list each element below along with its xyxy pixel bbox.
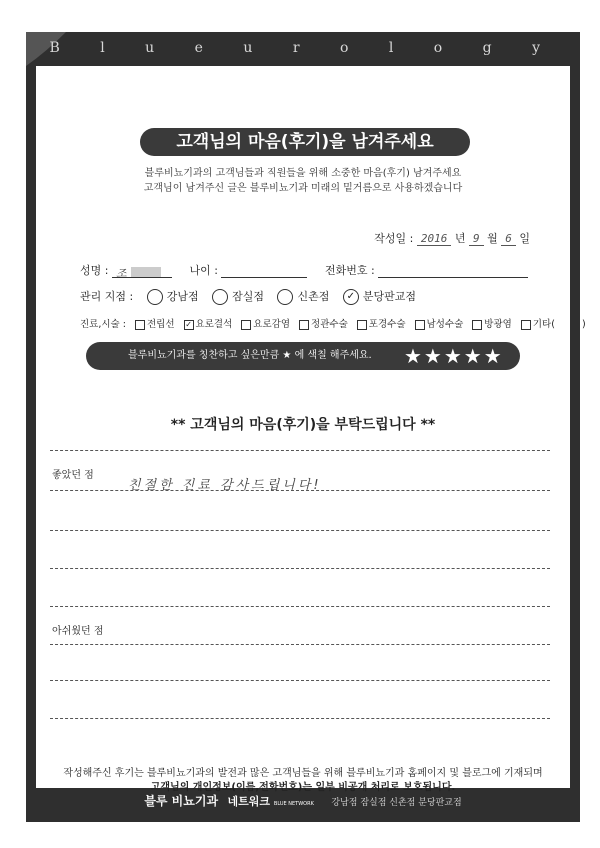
form-frame: [26, 32, 586, 822]
branch-radio-gangnam[interactable]: [147, 289, 163, 305]
rating-bar: [86, 342, 520, 370]
treatment-option-label: 요로결석: [195, 319, 233, 330]
treatment-checkbox[interactable]: [135, 320, 145, 330]
treatment-option-label: 남성수술: [426, 319, 464, 330]
network-sub: BLUE NETWORK: [273, 801, 314, 807]
treatment-option-label: 포경수술: [368, 319, 406, 330]
branch-row: [80, 288, 416, 305]
clinic-name: 블루 비뇨기과: [144, 794, 219, 808]
date-month-unit: 월: [487, 232, 498, 245]
dashed-divider: [50, 680, 550, 681]
dashed-divider: [50, 644, 550, 645]
dashed-divider: [50, 490, 550, 491]
branch-option-label: 분당판교점: [362, 290, 417, 303]
dashed-divider: [50, 718, 550, 719]
treatment-other-close: ): [581, 319, 586, 330]
form-subtitle-2: 고객님이 남겨주신 글은 블루비뇨기과 미래의 밑거름으로 사용하겠습니다: [143, 183, 463, 194]
treatment-label: 진료,시술 :: [80, 319, 126, 330]
rating-prompt: 블루비뇨기과를 칭찬하고 싶은만큼 ★ 에 색칠 해주세요.: [128, 350, 372, 361]
redacted-block: [131, 267, 161, 277]
bad-points-label: 아쉬웠던 점: [52, 626, 104, 637]
good-points-text[interactable]: 친절한 진료 감사드립니다!: [128, 478, 322, 493]
date-year-unit: 년: [454, 232, 466, 245]
star-rating-icons[interactable]: ★★★★★: [404, 344, 504, 368]
branch-radio-sinchon[interactable]: [277, 289, 293, 305]
dashed-divider: [50, 606, 550, 607]
treatment-checkbox[interactable]: [357, 320, 367, 330]
treatment-option-label: 방광염: [484, 319, 512, 330]
branch-list: 강남점 잠실점 신촌점 분당판교점: [331, 798, 462, 808]
personal-info-row: [80, 262, 528, 278]
phone-label: 전화번호 :: [324, 264, 375, 277]
treatment-option-label: 기타(: [532, 319, 555, 330]
treatment-row: [80, 316, 586, 330]
form-sheet: [36, 66, 586, 793]
branch-radio-jamsil[interactable]: [212, 289, 228, 305]
date-row: [374, 230, 530, 246]
branch-radio-bundang-checked[interactable]: ✓: [343, 289, 359, 305]
form-title: 고객님의 마음(후기)을 남겨주세요: [140, 128, 470, 156]
treatment-checkbox[interactable]: [415, 320, 425, 330]
branch-option-label: 잠실점: [232, 290, 264, 303]
name-value: 조: [115, 267, 127, 280]
privacy-note-1: 작성해주신 후기는 블루비뇨기과의 발전과 많은 고객님들을 위해 블루비뇨기과 홈페이지 및 블로그에 기재되며: [63, 768, 543, 779]
dashed-divider: [50, 568, 550, 569]
treatment-option-label: 요로감염: [253, 319, 291, 330]
dashed-divider: [50, 530, 550, 531]
treatment-checkbox[interactable]: [521, 320, 531, 330]
date-day-field[interactable]: 6: [501, 232, 516, 246]
treatment-checkbox[interactable]: [241, 320, 251, 330]
age-label: 나이 :: [189, 264, 218, 277]
branch-option-label: 신촌점: [297, 290, 330, 303]
review-title: ** 고객님의 마음(후기)을 부탁드립니다 **: [170, 417, 436, 433]
form-subtitle-1: 블루비뇨기과의 고객님들과 직원들을 위해 소중한 마음(후기) 남겨주세요: [144, 168, 462, 179]
good-points-label: 좋았던 점: [52, 470, 94, 481]
footer-bar: [26, 792, 580, 809]
dashed-divider: [50, 450, 550, 451]
date-year-field[interactable]: 2016: [417, 232, 452, 246]
network-name: 네트워크: [227, 795, 271, 808]
treatment-checkbox[interactable]: [472, 320, 482, 330]
privacy-note-2: 고객님의 개인정보(이름,전화번호)는 일부 비공개 처리로 보호됩니다.: [150, 782, 456, 793]
date-label: 작성일 :: [374, 232, 414, 245]
treatment-checkbox[interactable]: [299, 320, 309, 330]
date-month-field[interactable]: 9: [469, 232, 484, 246]
name-label: 성명 :: [80, 264, 109, 277]
treatment-option-label: 전립선: [146, 319, 175, 330]
name-field[interactable]: [112, 265, 172, 278]
phone-field[interactable]: [378, 265, 528, 278]
treatment-checkbox-checked[interactable]: ✓: [185, 319, 192, 329]
treatment-option-label: 정관수술: [311, 319, 348, 330]
branch-option-label: 강남점: [166, 290, 199, 303]
network-logo: [228, 793, 314, 809]
date-day-unit: 일: [519, 232, 530, 245]
age-field[interactable]: [221, 265, 307, 278]
brand-wordmark: B l u e u r o l o g y: [49, 40, 558, 56]
branch-label: 관리 지점 :: [80, 290, 134, 303]
